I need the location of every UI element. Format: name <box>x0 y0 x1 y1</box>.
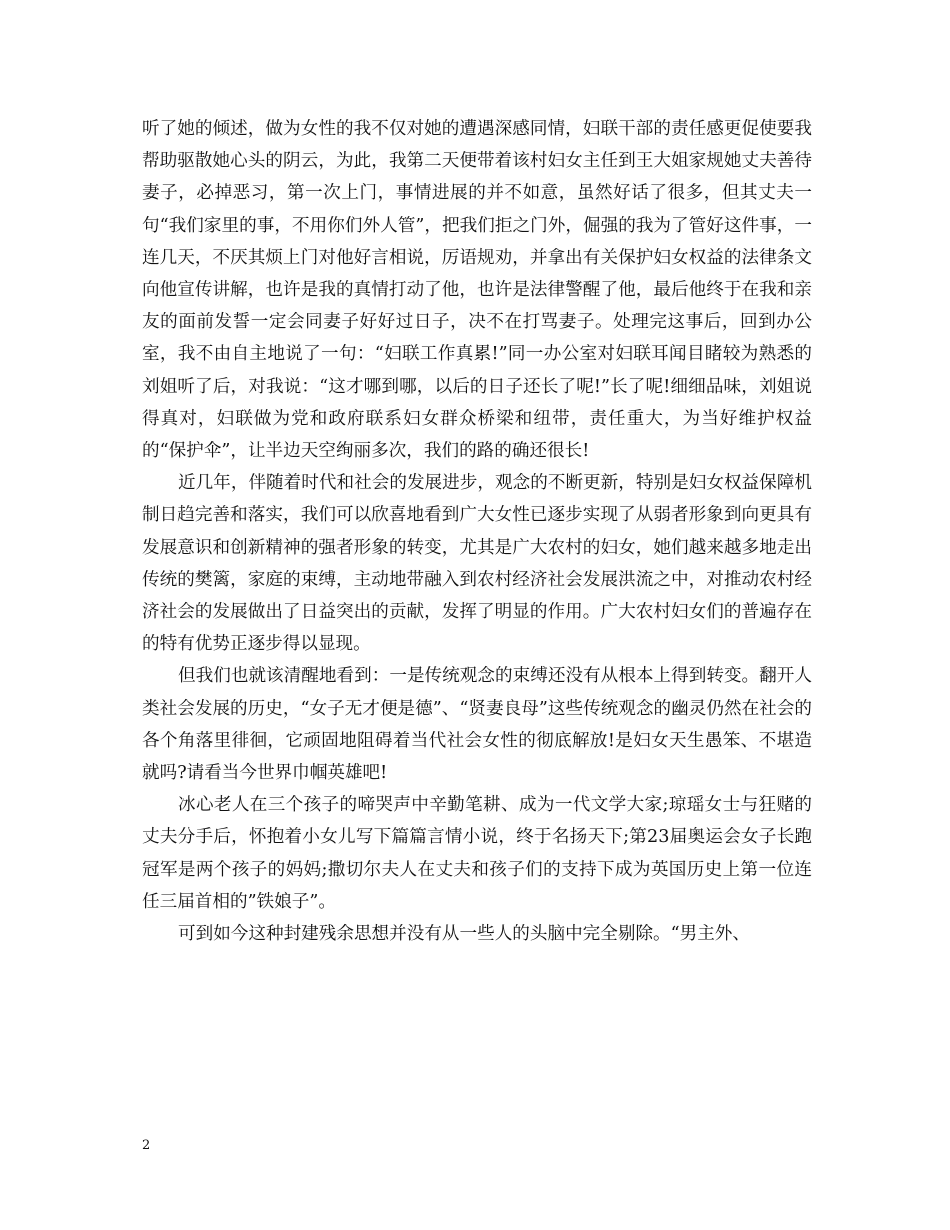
body-text <box>142 113 812 950</box>
paragraph-3: 但我们也就该清醒地看到：一是传统观念的束缚还没有从根本上得到转变。翻开人类社会发展的历史，“女子无才便是德”、“贤妻良母”这些传统观念的幽灵仍然在社会的各个角落里徘徊，它顽固地阻碍着当代社会女性的彻底解放!是妇女天生愚笨、不堪造就吗?请看当今世界巾帼英雄吧! <box>142 666 812 784</box>
paragraph-2: 近几年，伴随着时代和社会的发展进步，观念的不断更新，特别是妇女权益保障机制日趋完善和落实，我们可以欣喜地看到广大女性已逐步实现了从弱者形象到向更具有发展意识和创新精神的强者形象的转变，尤其是广大农村的妇女，她们越来越多地走出传统的樊篱，家庭的束缚，主动地带融入到农村经济社会发展洪流之中，对推动农村经济社会的发展做出了日益突出的贡献，发挥了明显的作用。广大农村妇女们的普遍存在的特有优势正逐步得以显现。 <box>142 473 812 655</box>
paragraph-5: 可到如今这种封建残余思想并没有从一些人的头脑中完全剔除。“男主外、 <box>178 924 750 945</box>
page-number: 2 <box>142 1138 151 1153</box>
paragraph-4: 冰心老人在三个孩子的啼哭声中辛勤笔耕、成为一代文学大家;琼瑶女士与狂赌的丈夫分手后，怀抱着小女儿写下篇篇言情小说，终于名扬天下;第23届奥运会女子长跑冠军是两个孩子的妈妈;撒切尔夫人在丈夫和孩子们的支持下成为英国历史上第一位连任三届首相的”铁娘子”。 <box>142 795 812 912</box>
paragraph-1: 听了她的倾述，做为女性的我不仅对她的遭遇深感同情，妇联干部的责任感更促使要我帮助驱散她心头的阴云，为此，我第二天便带着该村妇女主任到王大姐家规她丈夫善待妻子，必掉恶习，第一次上门，事情进展的并不如意，虽然好话了很多，但其丈夫一句“我们家里的事，不用你们外人管”，把我们拒之门外，倔强的我为了管好这件事，一连几天，不厌其烦上门对他好言相说，厉语规劝，并拿出有关保护妇女权益的法律条文向他宣传讲解，也许是我的真情打动了他，也许是法律警醒了他，最后他终于在我和亲友的面前发誓一定会同妻子好好过日子，决不在打骂妻子。处理完这事后，回到办公室，我不由自主地说了一句：“妇联工作真累!”同一办公室对妇联耳闻目睹较为熟悉的刘姐听了后，对我说：“这才哪到哪，以后的日子还长了呢!”长了呢!细细品味，刘姐说得真对，妇联做为党和政府联系妇女群众桥梁和纽带，责任重大，为当好维护权益的“保护伞”，让半边天空绚丽多次，我们的路的确还很长! <box>142 119 812 462</box>
